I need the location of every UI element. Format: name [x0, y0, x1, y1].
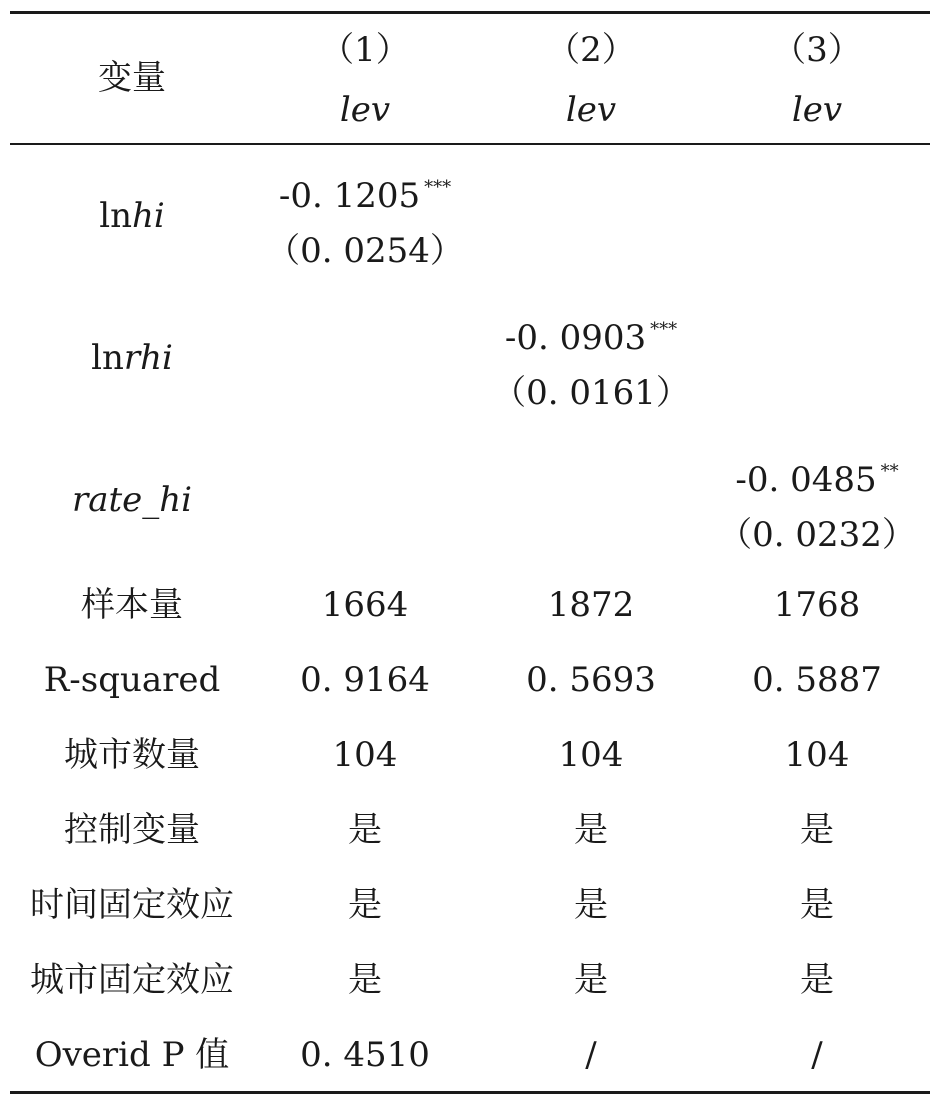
coef-lnrhi: -0. 0903 *** （0. 0161） [478, 310, 704, 413]
significance-stars: ** [880, 461, 899, 482]
coef-lnhi: -0. 1205 *** （0. 0254） [252, 168, 478, 271]
stat-label-city-fe: 城市固定效应 [30, 960, 234, 1000]
stat-label-overid-p: Overid P 值 [34, 1035, 230, 1075]
stat-value: 是 [348, 960, 382, 1000]
stat-value: / [585, 1035, 597, 1075]
stat-label-time-fe: 时间固定效应 [30, 885, 234, 925]
stat-value: 0. 9164 [300, 660, 430, 700]
std-error: （0. 0232） [718, 515, 916, 555]
std-error: （0. 0161） [492, 373, 690, 413]
stat-value: 104 [784, 735, 850, 775]
stat-value: 是 [800, 960, 834, 1000]
header-col1-depvar: lev [339, 90, 391, 130]
significance-stars: *** [424, 177, 452, 198]
header-rule [10, 143, 930, 145]
stat-value: 0. 4510 [300, 1035, 430, 1075]
stat-value: 是 [574, 885, 608, 925]
header-variable-label: 变量 [98, 58, 166, 98]
row-label-rate-hi: rate_hi [71, 480, 193, 520]
header-col1-number: （1） [320, 30, 410, 70]
header-col3-depvar: lev [791, 90, 843, 130]
row-label-lnhi: lnhi [99, 196, 165, 236]
stat-value: 是 [574, 960, 608, 1000]
header-col2-depvar: lev [565, 90, 617, 130]
stat-value: 是 [348, 885, 382, 925]
header-col3-number: （3） [772, 30, 862, 70]
significance-stars: *** [650, 319, 678, 340]
stat-value: 是 [574, 810, 608, 850]
stat-value: 1664 [321, 585, 409, 625]
stat-value: 104 [558, 735, 624, 775]
stat-value: 是 [800, 885, 834, 925]
stat-value: 是 [348, 810, 382, 850]
stat-value: 1768 [773, 585, 861, 625]
stat-value: 1872 [547, 585, 635, 625]
stat-label-city-count: 城市数量 [64, 735, 200, 775]
stat-label-sample-size: 样本量 [81, 585, 183, 625]
stat-value: / [811, 1035, 823, 1075]
stat-value: 是 [800, 810, 834, 850]
stat-label-controls: 控制变量 [64, 810, 200, 850]
row-label-lnrhi: lnrhi [91, 338, 173, 378]
stat-label-r-squared: R-squared [43, 660, 221, 700]
header-col2-number: （2） [546, 30, 636, 70]
stat-value: 104 [332, 735, 398, 775]
bottom-rule [10, 1091, 930, 1094]
stat-value: 0. 5887 [752, 660, 882, 700]
coef-rate-hi: -0. 0485 ** （0. 0232） [704, 452, 930, 555]
std-error: （0. 0254） [266, 231, 464, 271]
stat-value: 0. 5693 [526, 660, 656, 700]
top-rule [10, 11, 930, 14]
